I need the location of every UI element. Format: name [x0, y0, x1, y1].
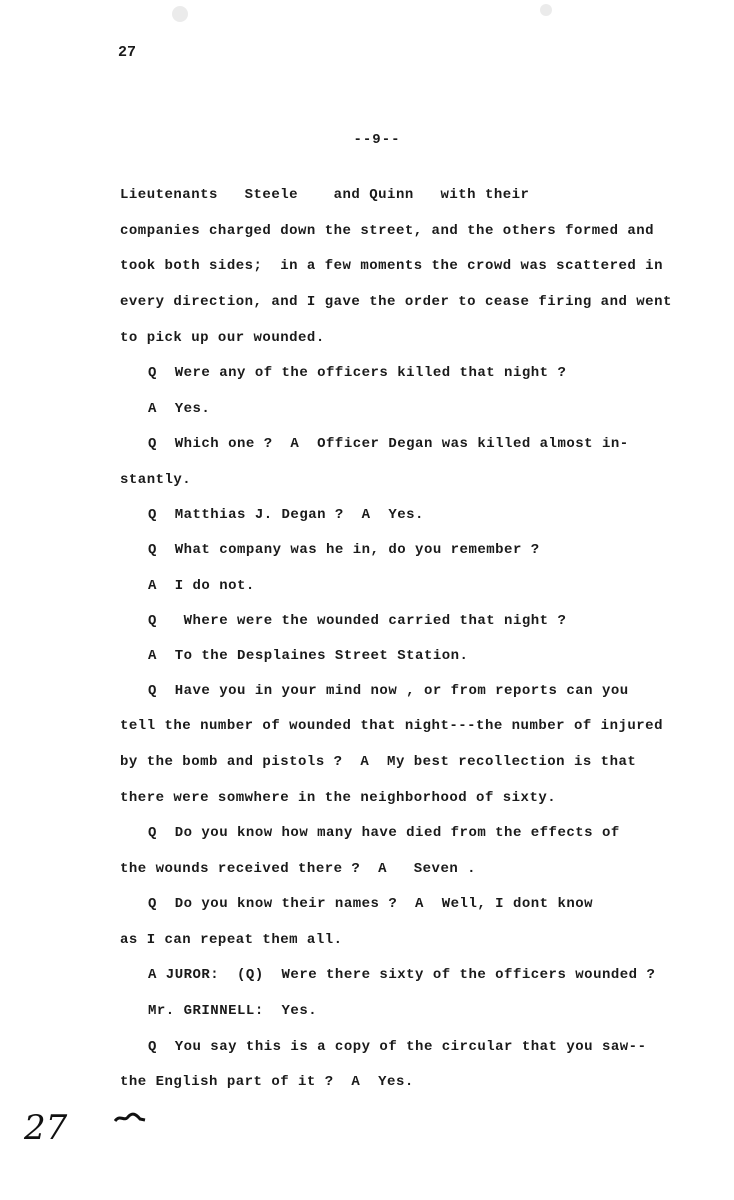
text-line: by the bomb and pistols ? A My best recollection is that [120, 754, 637, 770]
text-line: tell the number of wounded that night---the number of injured [120, 718, 663, 734]
text-line: A JUROR: (Q) Were there sixty of the officers wounded ? [148, 967, 656, 983]
text-line: A To the Desplaines Street Station. [148, 648, 469, 664]
text-line: Q Where were the wounded carried that night ? [148, 613, 567, 629]
text-line: Q You say this is a copy of the circular that you saw-- [148, 1039, 647, 1055]
text-line: to pick up our wounded. [120, 330, 325, 346]
text-line: Q Do you know how many have died from the effects of [148, 825, 620, 841]
ink-scribble [114, 1112, 146, 1124]
text-line: Q Matthias J. Degan ? A Yes. [148, 507, 424, 523]
paper-smudge [172, 6, 188, 22]
text-line: Q Do you know their names ? A Well, I dont know [148, 896, 594, 912]
text-line: stantly. [120, 472, 192, 488]
text-line: Q Have you in your mind now , or from reports can you [148, 683, 629, 699]
text-line: as I can repeat them all. [120, 932, 343, 948]
text-line: the English part of it ? A Yes. [120, 1074, 414, 1090]
text-line: took both sides; in a few moments the crowd was scattered in [120, 258, 663, 274]
page-label: --9-- [353, 132, 401, 148]
text-line: A I do not. [148, 578, 255, 594]
text-line: Q What company was he in, do you remember ? [148, 542, 540, 558]
text-line: there were somwhere in the neighborhood of sixty. [120, 790, 557, 806]
handwritten-page-number: 27 [24, 1108, 68, 1148]
text-line: companies charged down the street, and the others formed and [120, 223, 655, 239]
text-line: Q Were any of the officers killed that night ? [148, 365, 567, 381]
text-line: the wounds received there ? A Seven . [120, 861, 477, 877]
text-line: Mr. GRINNELL: Yes. [148, 1003, 318, 1019]
corner-page-number: 27 [118, 44, 137, 61]
text-line: A Yes. [148, 401, 211, 417]
text-line: Q Which one ? A Officer Degan was killed almost in- [148, 436, 629, 452]
paper-smudge [540, 4, 552, 16]
text-line: every direction, and I gave the order to cease firing and went [120, 294, 672, 310]
text-line: Lieutenants Steele and Quinn with their [120, 187, 530, 203]
